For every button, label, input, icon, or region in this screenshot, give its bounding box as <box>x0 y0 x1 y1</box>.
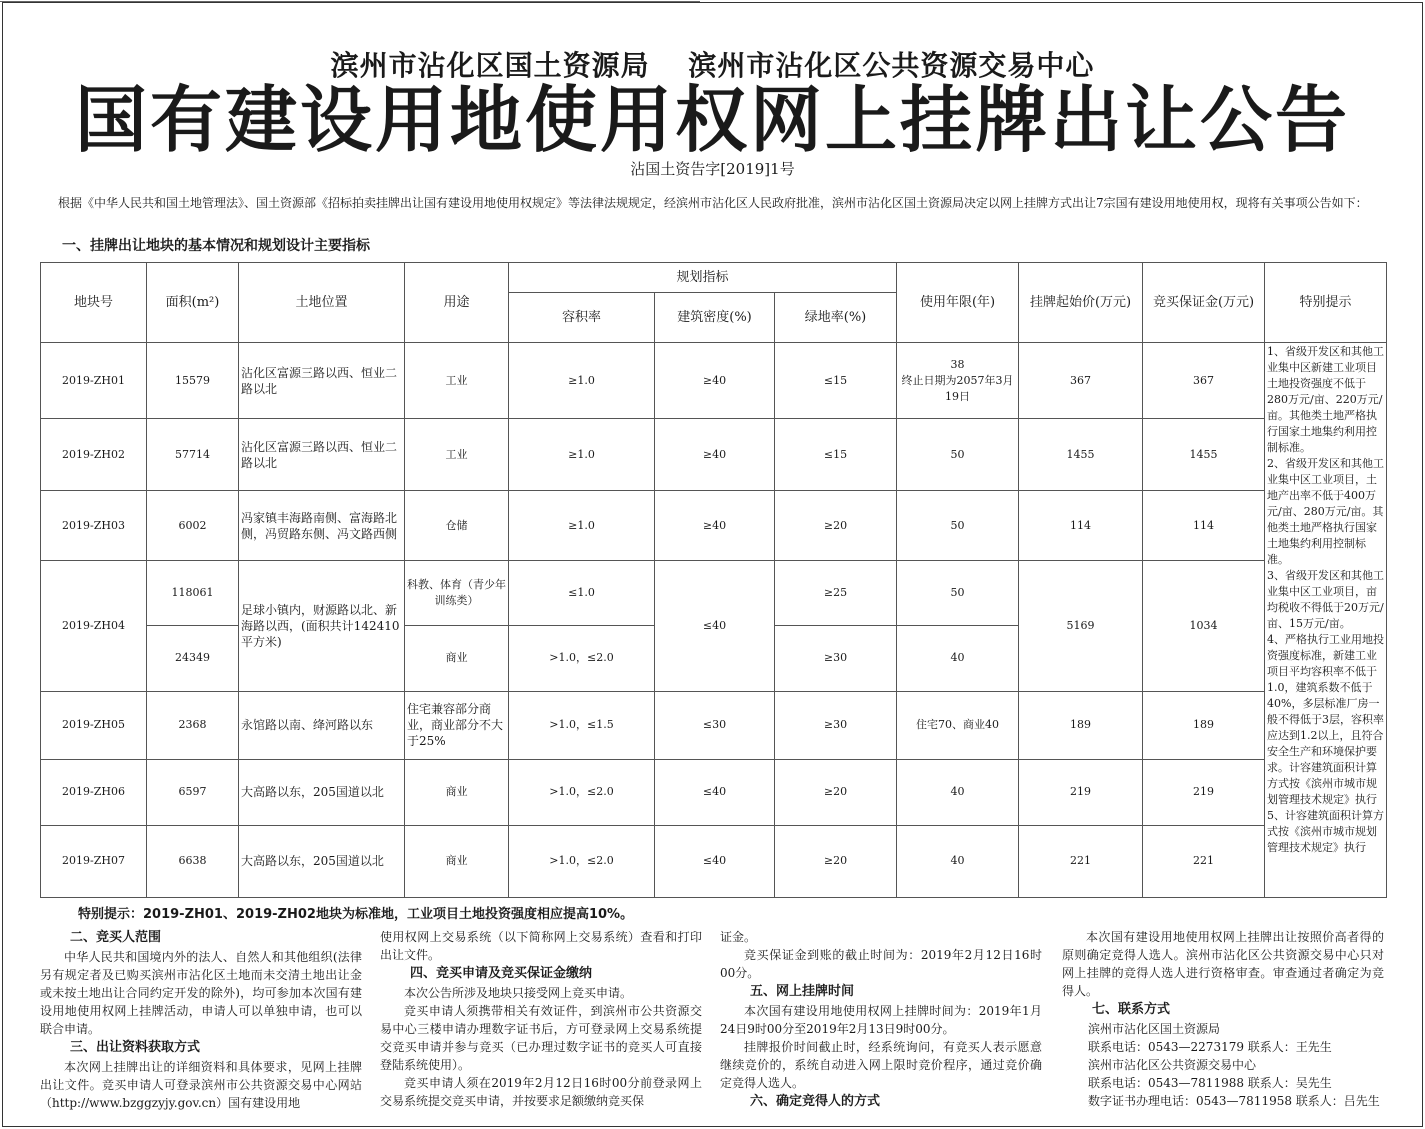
table-row <box>41 561 1387 625</box>
agency-trading-center: 滨州市沾化区公共资源交易中心 <box>688 49 1095 82</box>
plot-no-cell: 2019-ZH05 <box>41 691 147 759</box>
green-cell: ≤15 <box>775 343 897 419</box>
area-cell: 2368 <box>147 691 239 759</box>
start-price-cell: 1455 <box>1019 419 1143 491</box>
deposit-cell: 221 <box>1143 825 1265 897</box>
plots-table <box>40 262 1387 898</box>
table-row <box>41 343 1387 419</box>
location-cell: 永馆路以南、绛河路以东 <box>239 691 405 759</box>
contact-line: 联系电话：0543—7811988 联系人：吴先生 <box>1088 1076 1332 1090</box>
term-cell: 50 <box>897 561 1019 625</box>
section-4-heading: 四、竞买申请及竞买保证金缴纳 <box>410 966 593 981</box>
section-4-text-cont: 证金。 <box>720 930 757 944</box>
special-note: 特别提示：2019-ZH01、2019-ZH02地块为标准地，工业项目土地投资强度相应提高10%。 <box>78 907 634 922</box>
far-cell: ≥1.0 <box>509 491 655 561</box>
green-cell: ≥20 <box>775 825 897 897</box>
section-3-heading: 三、出让资料获取方式 <box>70 1040 201 1055</box>
header-green: 绿地率(%) <box>775 293 897 343</box>
use-cell: 商业 <box>405 825 509 897</box>
deposit-cell: 189 <box>1143 691 1265 759</box>
green-cell: ≥20 <box>775 759 897 825</box>
deposit-cell: 1455 <box>1143 419 1265 491</box>
header-location: 土地位置 <box>239 263 405 343</box>
density-cell: ≤40 <box>655 825 775 897</box>
green-cell: ≥25 <box>775 561 897 625</box>
term-cell: 40 <box>897 759 1019 825</box>
use-cell: 住宅兼容部分商业，商业部分不大于25% <box>405 691 509 759</box>
header-notes: 特别提示 <box>1265 263 1387 343</box>
area-cell: 6597 <box>147 759 239 825</box>
header-area: 面积(m²) <box>147 263 239 343</box>
term-cell: 50 <box>897 491 1019 561</box>
document-number: 沾国土资告字[2019]1号 <box>630 160 795 178</box>
section-5-text-a: 本次国有建设用地使用权网上挂牌时间为：2019年1月24日9时00分至2019年2月13日9时00分。 <box>720 1004 1042 1036</box>
density-cell: ≤40 <box>655 561 775 691</box>
use-cell: 仓储 <box>405 491 509 561</box>
plot-no-cell: 2019-ZH07 <box>41 825 147 897</box>
deposit-cell: 114 <box>1143 491 1265 561</box>
start-price-cell: 221 <box>1019 825 1143 897</box>
start-price-cell: 5169 <box>1019 561 1143 691</box>
table-row <box>41 691 1387 759</box>
area-cell: 6638 <box>147 825 239 897</box>
use-cell: 工业 <box>405 419 509 491</box>
section-6-text: 本次国有建设用地使用权网上挂牌出让按照价高者得的原则确定竞得人选人。滨州市沾化区公共资源交易中心只对网上挂牌的竞得人选人进行资格审查。审查通过者确定为竞得人。 <box>1062 930 1384 998</box>
table-row <box>41 825 1387 897</box>
density-cell: ≥40 <box>655 419 775 491</box>
table-row <box>41 419 1387 491</box>
header-term: 使用年限(年) <box>897 263 1019 343</box>
header-deposit: 竞买保证金(万元) <box>1143 263 1265 343</box>
section-4-text-a: 本次公告所涉及地块只接受网上竞买申请。 <box>404 986 633 1000</box>
use-cell: 商业 <box>405 625 509 691</box>
location-cell: 足球小镇内，财源路以北、新海路以西，(面积共计142410平方米) <box>239 561 405 691</box>
agency-land-bureau: 滨州市沾化区国土资源局 <box>330 49 650 82</box>
area-cell: 118061 <box>147 561 239 625</box>
deposit-cell: 1034 <box>1143 561 1265 691</box>
use-cell: 科教、体育（青少年训练类） <box>405 561 509 625</box>
start-price-cell: 114 <box>1019 491 1143 561</box>
green-cell: ≤15 <box>775 419 897 491</box>
plot-no-cell: 2019-ZH03 <box>41 491 147 561</box>
header-planning: 规划指标 <box>509 263 897 293</box>
green-cell: ≥30 <box>775 625 897 691</box>
section-3-text: 本次网上挂牌出让的详细资料和具体要求，见网上挂牌出让文件。竞买申请人可登录滨州市公共资源交易中心网站（http://www.bzggzyjy.gov.cn）国有建设用地 <box>40 1060 362 1110</box>
area-cell: 24349 <box>147 625 239 691</box>
start-price-cell: 189 <box>1019 691 1143 759</box>
column-4 <box>1062 928 1384 1110</box>
far-cell: >1.0，≤1.5 <box>509 691 655 759</box>
section-7-heading: 七、联系方式 <box>1092 1002 1171 1017</box>
term-cell: 38 终止日期为2057年3月19日 <box>897 343 1019 419</box>
area-cell: 57714 <box>147 419 239 491</box>
deposit-cell: 219 <box>1143 759 1265 825</box>
header-far: 容积率 <box>509 293 655 343</box>
section-5-text-b: 挂牌报价时间截止时，经系统询问，有竞买人表示愿意继续竞价的，系统自动进入网上限时竞价程序，通过竞价确定竞得人选人。 <box>720 1040 1042 1090</box>
header-plot-no: 地块号 <box>41 263 147 343</box>
column-3 <box>720 928 1042 1112</box>
contact-line: 联系电话：0543—2273179 联系人：王先生 <box>1088 1040 1332 1054</box>
area-cell: 15579 <box>147 343 239 419</box>
use-cell: 工业 <box>405 343 509 419</box>
far-cell: >1.0，≤2.0 <box>509 825 655 897</box>
term-cell: 住宅70、商业40 <box>897 691 1019 759</box>
density-cell: ≥40 <box>655 343 775 419</box>
column-1 <box>40 928 362 1112</box>
green-cell: ≥20 <box>775 491 897 561</box>
area-cell: 6002 <box>147 491 239 561</box>
location-cell: 沾化区富源三路以西、恒业二路以北 <box>239 343 405 419</box>
section-4-text-d: 竞买保证金到账的截止时间为：2019年2月12日16时00分。 <box>720 948 1042 980</box>
header-density: 建筑密度(%) <box>655 293 775 343</box>
term-cell: 50 <box>897 419 1019 491</box>
section-5-heading: 五、网上挂牌时间 <box>750 984 855 999</box>
contact-line: 滨州市沾化区国土资源局 <box>1088 1022 1221 1036</box>
plot-no-cell: 2019-ZH01 <box>41 343 147 419</box>
far-cell: >1.0，≤2.0 <box>509 759 655 825</box>
plot-no-cell: 2019-ZH06 <box>41 759 147 825</box>
section-2-text: 中华人民共和国境内外的法人、自然人和其他组织(法律另有规定者及已购买滨州市沾化区土地而未交清土地出让金或未按土地出让合同约定开发的除外)，均可参加本次国有建设用地使用权网上挂牌活动，申请人可以单独申请，也可以联合申请。 <box>40 950 362 1036</box>
deposit-cell: 367 <box>1143 343 1265 419</box>
location-cell: 沾化区富源三路以西、恒业二路以北 <box>239 419 405 491</box>
plot-no-cell: 2019-ZH04 <box>41 561 147 691</box>
plot-no-cell: 2019-ZH02 <box>41 419 147 491</box>
location-cell: 大高路以东，205国道以北 <box>239 759 405 825</box>
contact-line: 数字证书办理电话：0543—7811958 联系人：吕先生 <box>1088 1094 1380 1108</box>
header-use: 用途 <box>405 263 509 343</box>
start-price-cell: 367 <box>1019 343 1143 419</box>
term-cell: 40 <box>897 825 1019 897</box>
table-row <box>41 759 1387 825</box>
section-2-heading: 二、竞买人范围 <box>70 930 162 945</box>
far-cell: ≤1.0 <box>509 561 655 625</box>
location-cell: 大高路以东，205国道以北 <box>239 825 405 897</box>
far-cell: ≥1.0 <box>509 343 655 419</box>
density-cell: ≤40 <box>655 759 775 825</box>
green-cell: ≥30 <box>775 691 897 759</box>
section-4-text-c: 竞买申请人须在2019年2月12日16时00分前登录网上交易系统提交竞买申请，并按要求足额缴纳竞买保 <box>380 1076 702 1108</box>
header-start-price: 挂牌起始价(万元) <box>1019 263 1143 343</box>
term-cell: 40 <box>897 625 1019 691</box>
far-cell: ≥1.0 <box>509 419 655 491</box>
notes-cell: 1、省级开发区和其他工业集中区新建工业项目土地投资强度不低于280万元/亩、220万元/亩。其他类土地严格执行国家土地集约利用控制标准。 2、省级开发区和其他工业集中区工业项目，土地产出率不低于400万元/亩、280万元/亩。其他类土地严格执行国家土地集约利用控制标准。 3、省级开发区和其他工业集中区工业项目，亩均税收不得低于20万元/亩、15万元/亩。 4、严格执行工业用地投资强度标准，新建工业项目平均容积率不低于1.0，建筑系数不低于40%，多层标准厂房一般不得低于3层，容积率应达到1.2以上，且符合安全生产和环境保护要求。计容建筑面积计算方式按《滨州市城市规划管理技术规定》执行 5、计容建筑面积计算方式按《滨州市城市规划管理技术规定》执行 <box>1265 343 1387 898</box>
page-title: 国有建设用地使用权网上挂牌出让公告 <box>74 78 1350 162</box>
section-6-heading: 六、确定竞得人的方式 <box>750 1094 881 1109</box>
intro-paragraph: 根据《中华人民共和国土地管理法》、国土资源部《招标拍卖挂牌出让国有建设用地使用权规定》等法律法规规定，经滨州市沾化区人民政府批准，滨州市沾化区国土资源局决定以网上挂牌方式出让7宗国有建设用地使用权，现将有关事项公告如下： <box>58 196 1368 210</box>
start-price-cell: 219 <box>1019 759 1143 825</box>
density-cell: ≥40 <box>655 491 775 561</box>
location-cell: 冯家镇丰海路南侧、富海路北侧，冯贸路东侧、冯文路西侧 <box>239 491 405 561</box>
far-cell: >1.0，≤2.0 <box>509 625 655 691</box>
section-4-text-b: 竞买申请人须携带相关有效证件，到滨州市公共资源交易中心三楼申请办理数字证书后，方可登录网上交易系统提交竞买申请并参与竞买（已办理过数字证书的竞买人可直接登陆系统使用）。 <box>380 1004 702 1072</box>
section-1-heading: 一、挂牌出让地块的基本情况和规划设计主要指标 <box>62 238 370 254</box>
density-cell: ≤30 <box>655 691 775 759</box>
table-row <box>41 491 1387 561</box>
column-2 <box>380 928 702 1110</box>
contact-line: 滨州市沾化区公共资源交易中心 <box>1088 1058 1257 1072</box>
use-cell: 商业 <box>405 759 509 825</box>
section-3-text-cont: 使用权网上交易系统（以下简称网上交易系统）查看和打印出让文件。 <box>380 930 702 962</box>
